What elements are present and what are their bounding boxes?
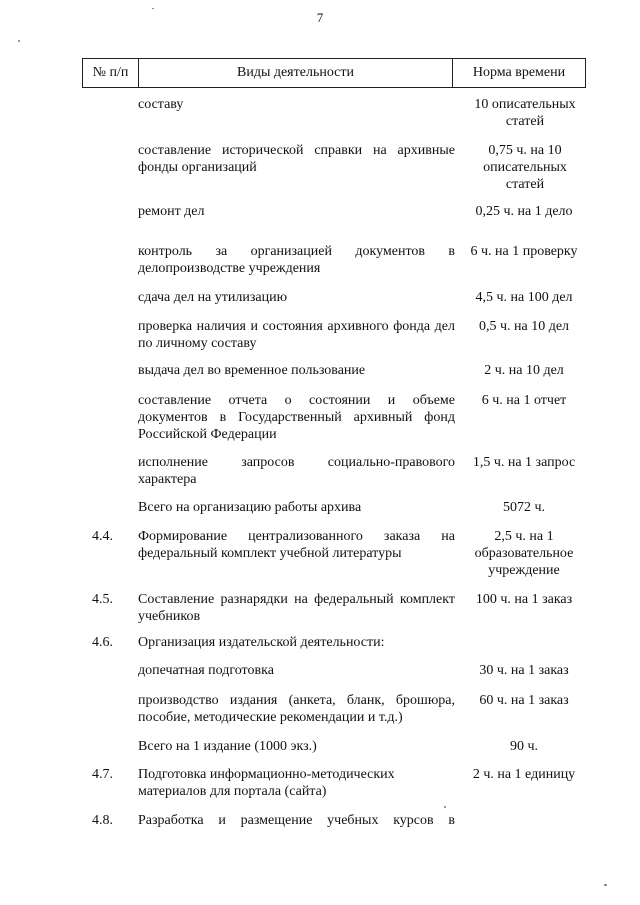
row-norm: 6 ч. на 1 проверку <box>470 244 578 259</box>
row-norm: 5072 ч. <box>502 500 546 515</box>
scan-speck <box>152 8 154 9</box>
row-number: 4.6. <box>92 635 113 650</box>
row-activity: производство издания (анкета, бланк, брошюра, пособие, методические рекомендации и т.д.) <box>138 693 455 725</box>
row-activity: Организация издательской деятельности: <box>138 635 385 650</box>
row-norm: 4,5 ч. на 100 дел <box>475 290 573 305</box>
row-norm: 90 ч. <box>509 739 539 754</box>
row-norm: 10 описательных статей <box>474 97 576 129</box>
row-norm: 60 ч. на 1 заказ <box>479 693 569 708</box>
header-activity-column: Виды деятельности <box>139 59 453 87</box>
row-activity: проверка наличия и состояния архивного фонда дел по личному составу <box>138 319 455 351</box>
row-activity: составление исторической справки на архивные фонды организаций <box>138 143 455 175</box>
row-activity: Формирование централизованного заказа на федеральный комплект учебной литературы <box>138 529 455 561</box>
row-number: 4.4. <box>92 529 113 544</box>
row-number: 4.8. <box>92 813 113 828</box>
row-activity: Подготовка информационно-методических материалов для портала (сайта) <box>138 767 395 799</box>
scan-speck <box>604 884 607 886</box>
table-header <box>82 58 586 88</box>
row-activity: допечатная подготовка <box>138 663 274 678</box>
row-activity: сдача дел на утилизацию <box>138 290 288 305</box>
row-activity: выдача дел во временное пользование <box>138 363 366 378</box>
row-norm: 0,75 ч. на 10 описательных статей <box>483 143 567 192</box>
row-norm: 30 ч. на 1 заказ <box>479 663 569 678</box>
row-activity: Всего на организацию работы архива <box>138 500 362 515</box>
row-norm: 6 ч. на 1 отчет <box>481 393 567 408</box>
row-activity: Разработка и размещение учебных курсов в <box>138 813 455 828</box>
row-number: 4.5. <box>92 592 113 607</box>
row-activity: ремонт дел <box>138 204 205 219</box>
scan-speck <box>444 806 446 808</box>
row-norm: 0,25 ч. на 1 дело <box>475 204 573 219</box>
row-activity: контроль за организацией документов в делопроизводстве учреждения <box>138 244 455 276</box>
row-norm: 100 ч. на 1 заказ <box>475 592 573 607</box>
row-number: 4.7. <box>92 767 113 782</box>
header-number-column: № п/п <box>83 59 139 87</box>
row-activity: составление отчета о состоянии и объеме документов в Государственный архивный фонд Российской Федерации <box>138 393 455 442</box>
header-norm-column: Норма времени <box>472 65 566 80</box>
row-activity: составу <box>138 97 184 112</box>
row-activity: Составление разнарядки на федеральный комплект учебников <box>138 592 455 624</box>
row-norm: 2,5 ч. на 1 образовательное учреждение <box>474 529 574 578</box>
scan-speck <box>18 40 20 42</box>
row-norm: 1,5 ч. на 1 запрос <box>472 455 576 470</box>
row-norm: 0,5 ч. на 10 дел <box>478 319 570 334</box>
row-activity: Всего на 1 издание (1000 экз.) <box>138 739 317 754</box>
row-norm: 2 ч. на 10 дел <box>484 363 564 378</box>
row-activity: исполнение запросов социально-правового характера <box>138 455 455 487</box>
row-norm: 2 ч. на 1 единицу <box>472 767 576 782</box>
page-number: 7 <box>316 10 324 25</box>
